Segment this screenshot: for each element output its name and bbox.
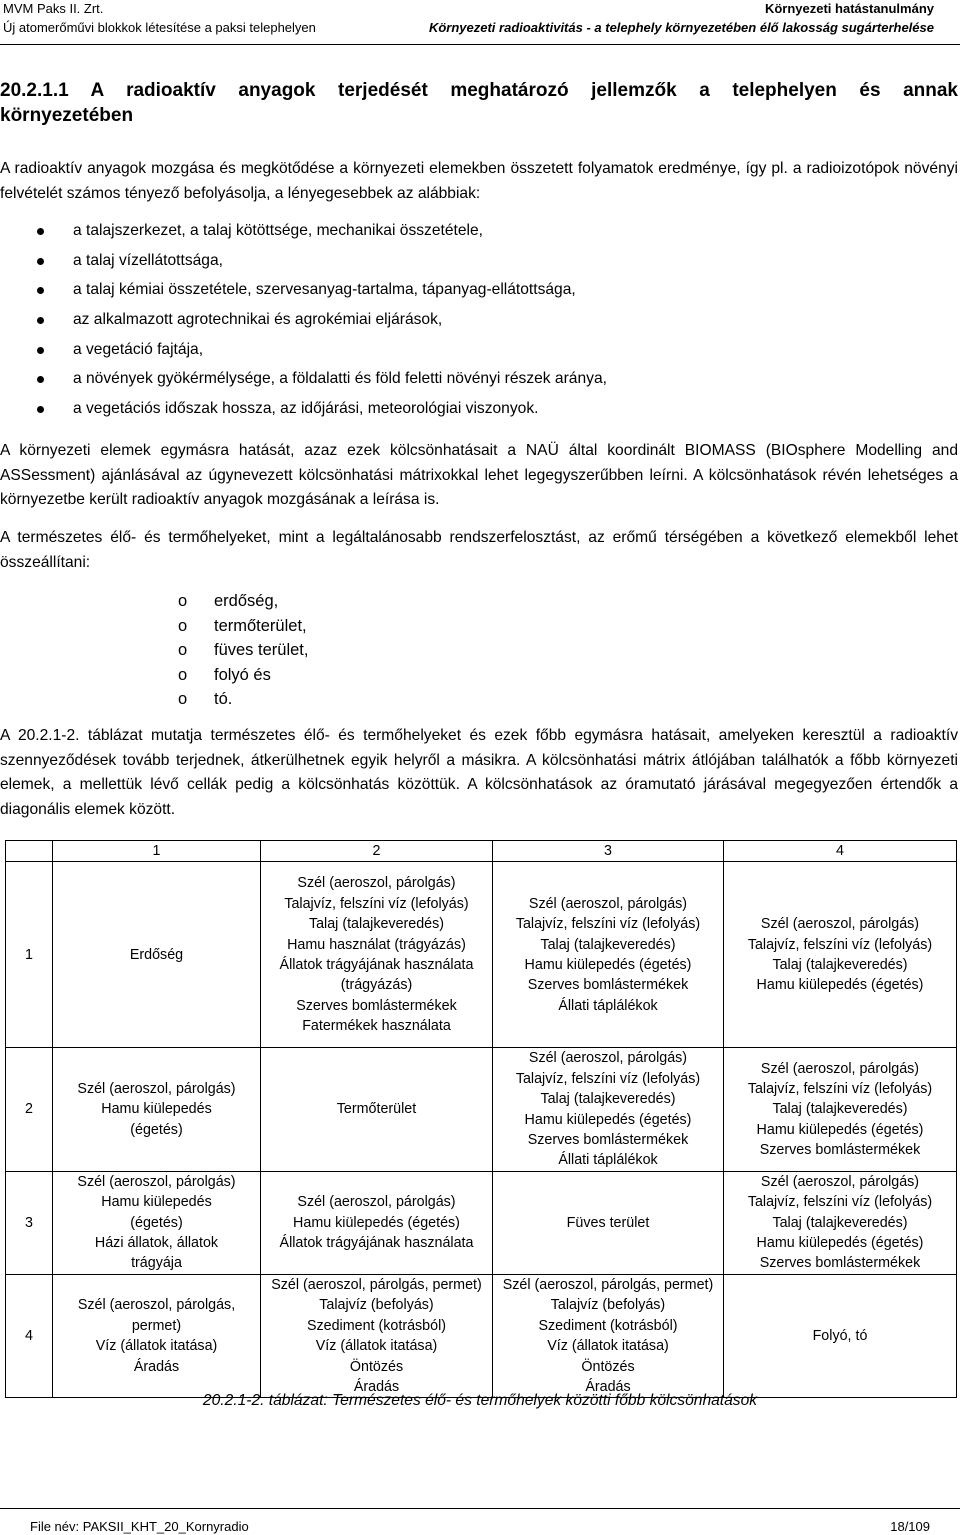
row-header: 1 [6, 862, 53, 1048]
circle-bullet-icon: o [178, 592, 188, 610]
col-header: 1 [53, 841, 261, 862]
diagonal-element-cell [53, 862, 261, 1048]
interaction-cell [493, 1048, 724, 1171]
cell-line: Hamu kiülepedés (égetés) [524, 1111, 692, 1128]
circle-bullet-icon: o [178, 665, 188, 684]
header-company: MVM Paks II. Zrt. [3, 1, 104, 16]
cell-line: Szél (aeroszol, párolgás) [297, 1194, 456, 1211]
table-row [6, 862, 957, 1048]
interaction-cell [261, 862, 493, 1048]
cell-line: Szél (aeroszol, párolgás) [760, 916, 920, 933]
habitat-item: o erdőség, [0, 589, 308, 614]
cell-line: Szél (aeroszol, párolgás) [77, 1081, 236, 1098]
bullet-dot-icon [37, 317, 44, 324]
bullet-dot-icon [37, 406, 44, 413]
bullet-item: a vegetációs időszak hossza, az időjárási, meteorológiai viszonyok. [0, 397, 900, 427]
cell-line: Szél (aeroszol, párolgás) [77, 1173, 236, 1190]
diagonal-element-cell [261, 1048, 493, 1171]
bullet-dot-icon [37, 287, 44, 294]
bullet-dot-icon [37, 258, 44, 265]
paragraph-habitats: A természetes élő- és termőhelyeket, mint a legáltalánosabb rendszerfelosztást, az erőmű térségében a következő elemekből lehet összeállítani: [0, 529, 958, 571]
interaction-cell [493, 862, 724, 1048]
cell-line: Áradás [585, 1378, 631, 1395]
cell-line: Áradás [133, 1358, 180, 1375]
cell-line: Állatok trágyájának használata [279, 956, 474, 973]
cell-line: Hamu használat (trágyázás) [287, 936, 466, 953]
circle-bullet-icon: o [178, 690, 188, 709]
paragraph-biomass: A környezeti elemek egymásra hatását, azaz ezek kölcsönhatásait a NAÜ által koordinált BIOMASS (BIOsphere Modelling and ASSessment) ajánlásával az úgynevezett kölcsönhatási mátrixokkal lehet legegyszerűbben leírni. A kölcsönhatások révén lehetséges a környezetbe került radioaktív anyagok mozgásának a leírása is. [0, 442, 958, 508]
table-row [6, 1171, 957, 1274]
cell-line: (trágyázás) [340, 977, 413, 994]
header-project: Új atomerőművi blokkok létesítése a paksi telephelyen [3, 20, 316, 35]
cell-line: Szél (aeroszol, párolgás, permet) [271, 1276, 482, 1293]
cell-line: Talaj (talajkeveredés) [772, 956, 908, 973]
cell-line: Szél (aeroszol, párolgás) [528, 1050, 688, 1067]
interaction-cell [53, 1171, 261, 1274]
cell-line: Termőterület [336, 1101, 417, 1118]
bullet-dot-icon [37, 347, 44, 354]
interaction-matrix-table [5, 840, 957, 1398]
cell-line: Talajvíz, felszíni víz (lefolyás) [284, 895, 469, 912]
footer-filename: File név: PAKSII_KHT_20_Kornyradio [30, 1519, 249, 1534]
col-header: 4 [724, 841, 957, 862]
bullet-item: az alkalmazott agrotechnikai és agrokémiai eljárások, [0, 308, 900, 338]
interaction-cell [724, 862, 957, 1048]
interaction-cell [724, 1048, 957, 1171]
row-header: 3 [6, 1171, 53, 1274]
cell-line: Fatermékek használata [302, 1018, 451, 1035]
bullet-item: a vegetáció fajtája, [0, 338, 900, 368]
cell-line: Erdőség [129, 946, 184, 963]
circle-bullet-icon: o [178, 641, 188, 660]
col-header: 3 [493, 841, 724, 862]
cell-line: Öntözés [349, 1358, 404, 1375]
cell-line: permet) [131, 1317, 182, 1334]
cell-line: Hamu kiülepedés (égetés) [756, 977, 924, 994]
habitat-item: o füves terület, [0, 638, 308, 663]
cell-line: trágyája [131, 1255, 182, 1272]
cell-line: Talaj (talajkeveredés) [540, 936, 676, 953]
habitat-item: o tó. [0, 687, 308, 712]
cell-line: Talajvíz (befolyás) [319, 1297, 434, 1314]
cell-line: Talaj (talajkeveredés) [540, 1091, 676, 1108]
footer-page-number: 18/109 [890, 1519, 930, 1534]
cell-line: Szerves bomlástermékek [759, 1255, 921, 1272]
cell-line: Szél (aeroszol, párolgás) [297, 875, 456, 892]
cell-line: Házi állatok, állatok [94, 1235, 219, 1252]
cell-line: Talajvíz, felszíni víz (lefolyás) [515, 1070, 701, 1087]
cell-line: Öntözés [581, 1358, 635, 1375]
bullet-item: a talajszerkezet, a talaj kötöttsége, mechanikai összetétele, [0, 219, 900, 249]
paragraph-table-intro: A 20.2.1-2. táblázat mutatja természetes élő- és termőhelyeket és ezek főbb egymásra hatásait, amelyeken keresztül a radioaktív szennyeződések tovább terjednek, átkerülhetnek egyik helyről a másikra. A kölcsönhatási mátrix átlójában találhatók a főbb környezeti elemek, a mellettük lévő cellák pedig a kölcsönhatás közöttük. A kölcsönhatások az óramutató járásával megegyezően értendők a diagonális elemek között. [0, 727, 958, 818]
cell-line: (égetés) [130, 1121, 183, 1138]
table-row [6, 1274, 957, 1397]
cell-line: Talajvíz (befolyás) [550, 1297, 666, 1314]
cell-line: Állati táplálékok [558, 997, 658, 1014]
bullet-item: a talaj vízellátottsága, [0, 249, 900, 279]
cell-line: Szél (aeroszol, párolgás, permet) [502, 1276, 714, 1293]
section-heading: 20.2.1.1 A radioaktív anyagok terjedését meghatározó jellemzők a telephelyen és annak [0, 80, 958, 101]
cell-line: Szél (aeroszol, párolgás) [528, 895, 688, 912]
cell-line: Szediment (kotrásból) [538, 1317, 678, 1334]
table-header-row [6, 841, 957, 862]
cell-line: Állati táplálékok [558, 1152, 658, 1169]
circle-bullet-icon: o [178, 616, 188, 635]
bullet-item: a növények gyökérmélysége, a földalatti és föld feletti növényi részek aránya, [0, 367, 900, 397]
cell-line: Szél (aeroszol, párolgás, [77, 1297, 236, 1314]
header-chapter-title: Környezeti radioaktivitás - a telephely környezetében élő lakosság sugárterhelése [428, 20, 934, 35]
interaction-cell [261, 1274, 493, 1397]
bullet-dot-icon [37, 228, 44, 235]
cell-line: Állatok trágyájának használata [279, 1235, 474, 1252]
paragraph-intro: A radioaktív anyagok mozgása és megkötődése a környezeti elemekben összetett folyamatok eredménye, így pl. a radioizotópok növényi felvételét számos tényező befolyásolja, a lényegesebbek az alábbiak: [0, 160, 958, 202]
cell-line: Folyó, tó [812, 1327, 868, 1344]
diagonal-element-cell [724, 1274, 957, 1397]
habitat-item: o termőterület, [0, 614, 308, 639]
table-caption: 20.2.1-2. táblázat: Természetes élő- és termőhelyek közötti főbb kölcsönhatások [202, 1392, 758, 1409]
cell-line: Hamu kiülepedés (égetés) [293, 1214, 460, 1231]
factor-bullet-list [0, 219, 900, 427]
page-header [0, 0, 960, 45]
habitat-list [0, 589, 308, 712]
cell-line: Talajvíz, felszíni víz (lefolyás) [515, 916, 701, 933]
cell-line: Szerves bomlástermékek [759, 1142, 921, 1159]
cell-line: Talaj (talajkeveredés) [772, 1101, 908, 1118]
cell-line: Hamu kiülepedés [101, 1101, 212, 1118]
interaction-cell [53, 1048, 261, 1171]
interaction-cell [261, 1171, 493, 1274]
cell-line: Szediment (kotrásból) [306, 1317, 447, 1334]
diagonal-element-cell [493, 1171, 724, 1274]
cell-line: Talaj (talajkeveredés) [772, 1214, 908, 1231]
cell-line: Hamu kiülepedés (égetés) [756, 1121, 924, 1138]
cell-line: Víz (állatok itatása) [95, 1338, 218, 1355]
cell-line: (égetés) [130, 1214, 183, 1231]
interaction-cell [724, 1171, 957, 1274]
col-header: 2 [261, 841, 493, 862]
cell-line: Víz (állatok itatása) [315, 1338, 438, 1355]
cell-line: Füves terület [566, 1214, 650, 1231]
cell-line: Szerves bomlástermékek [296, 997, 457, 1014]
habitat-item: o folyó és [0, 663, 308, 688]
bullet-item: a talaj kémiai összetétele, szervesanyag-tartalma, tápanyag-ellátottsága, [0, 278, 900, 308]
cell-line: Talaj (talajkeveredés) [308, 916, 445, 933]
cell-line: Áradás [353, 1378, 400, 1395]
interaction-cell [53, 1274, 261, 1397]
row-header: 4 [6, 1274, 53, 1397]
header-document-type: Környezeti hatástanulmány [764, 1, 934, 16]
cell-line: Szél (aeroszol, párolgás) [760, 1173, 920, 1190]
row-header: 2 [6, 1048, 53, 1171]
cell-line: Szél (aeroszol, párolgás) [760, 1060, 920, 1077]
cell-line: Szerves bomlástermékek [527, 1132, 689, 1149]
cell-line: Hamu kiülepedés (égetés) [756, 1235, 924, 1252]
bullet-dot-icon [37, 376, 44, 383]
cell-line: Hamu kiülepedés [101, 1194, 212, 1211]
cell-line: Talajvíz, felszíni víz (lefolyás) [747, 936, 933, 953]
cell-line: Talajvíz, felszíni víz (lefolyás) [747, 1194, 933, 1211]
section-heading-continued: környezetében [0, 105, 134, 126]
page-footer [0, 1508, 960, 1534]
table-row [6, 1048, 957, 1171]
cell-line: Víz (állatok itatása) [547, 1338, 669, 1355]
cell-line: Talajvíz, felszíni víz (lefolyás) [747, 1081, 933, 1098]
cell-line: Szerves bomlástermékek [527, 977, 689, 994]
table-corner-cell [6, 841, 53, 862]
cell-line: Hamu kiülepedés (égetés) [524, 956, 692, 973]
interaction-cell [493, 1274, 724, 1397]
